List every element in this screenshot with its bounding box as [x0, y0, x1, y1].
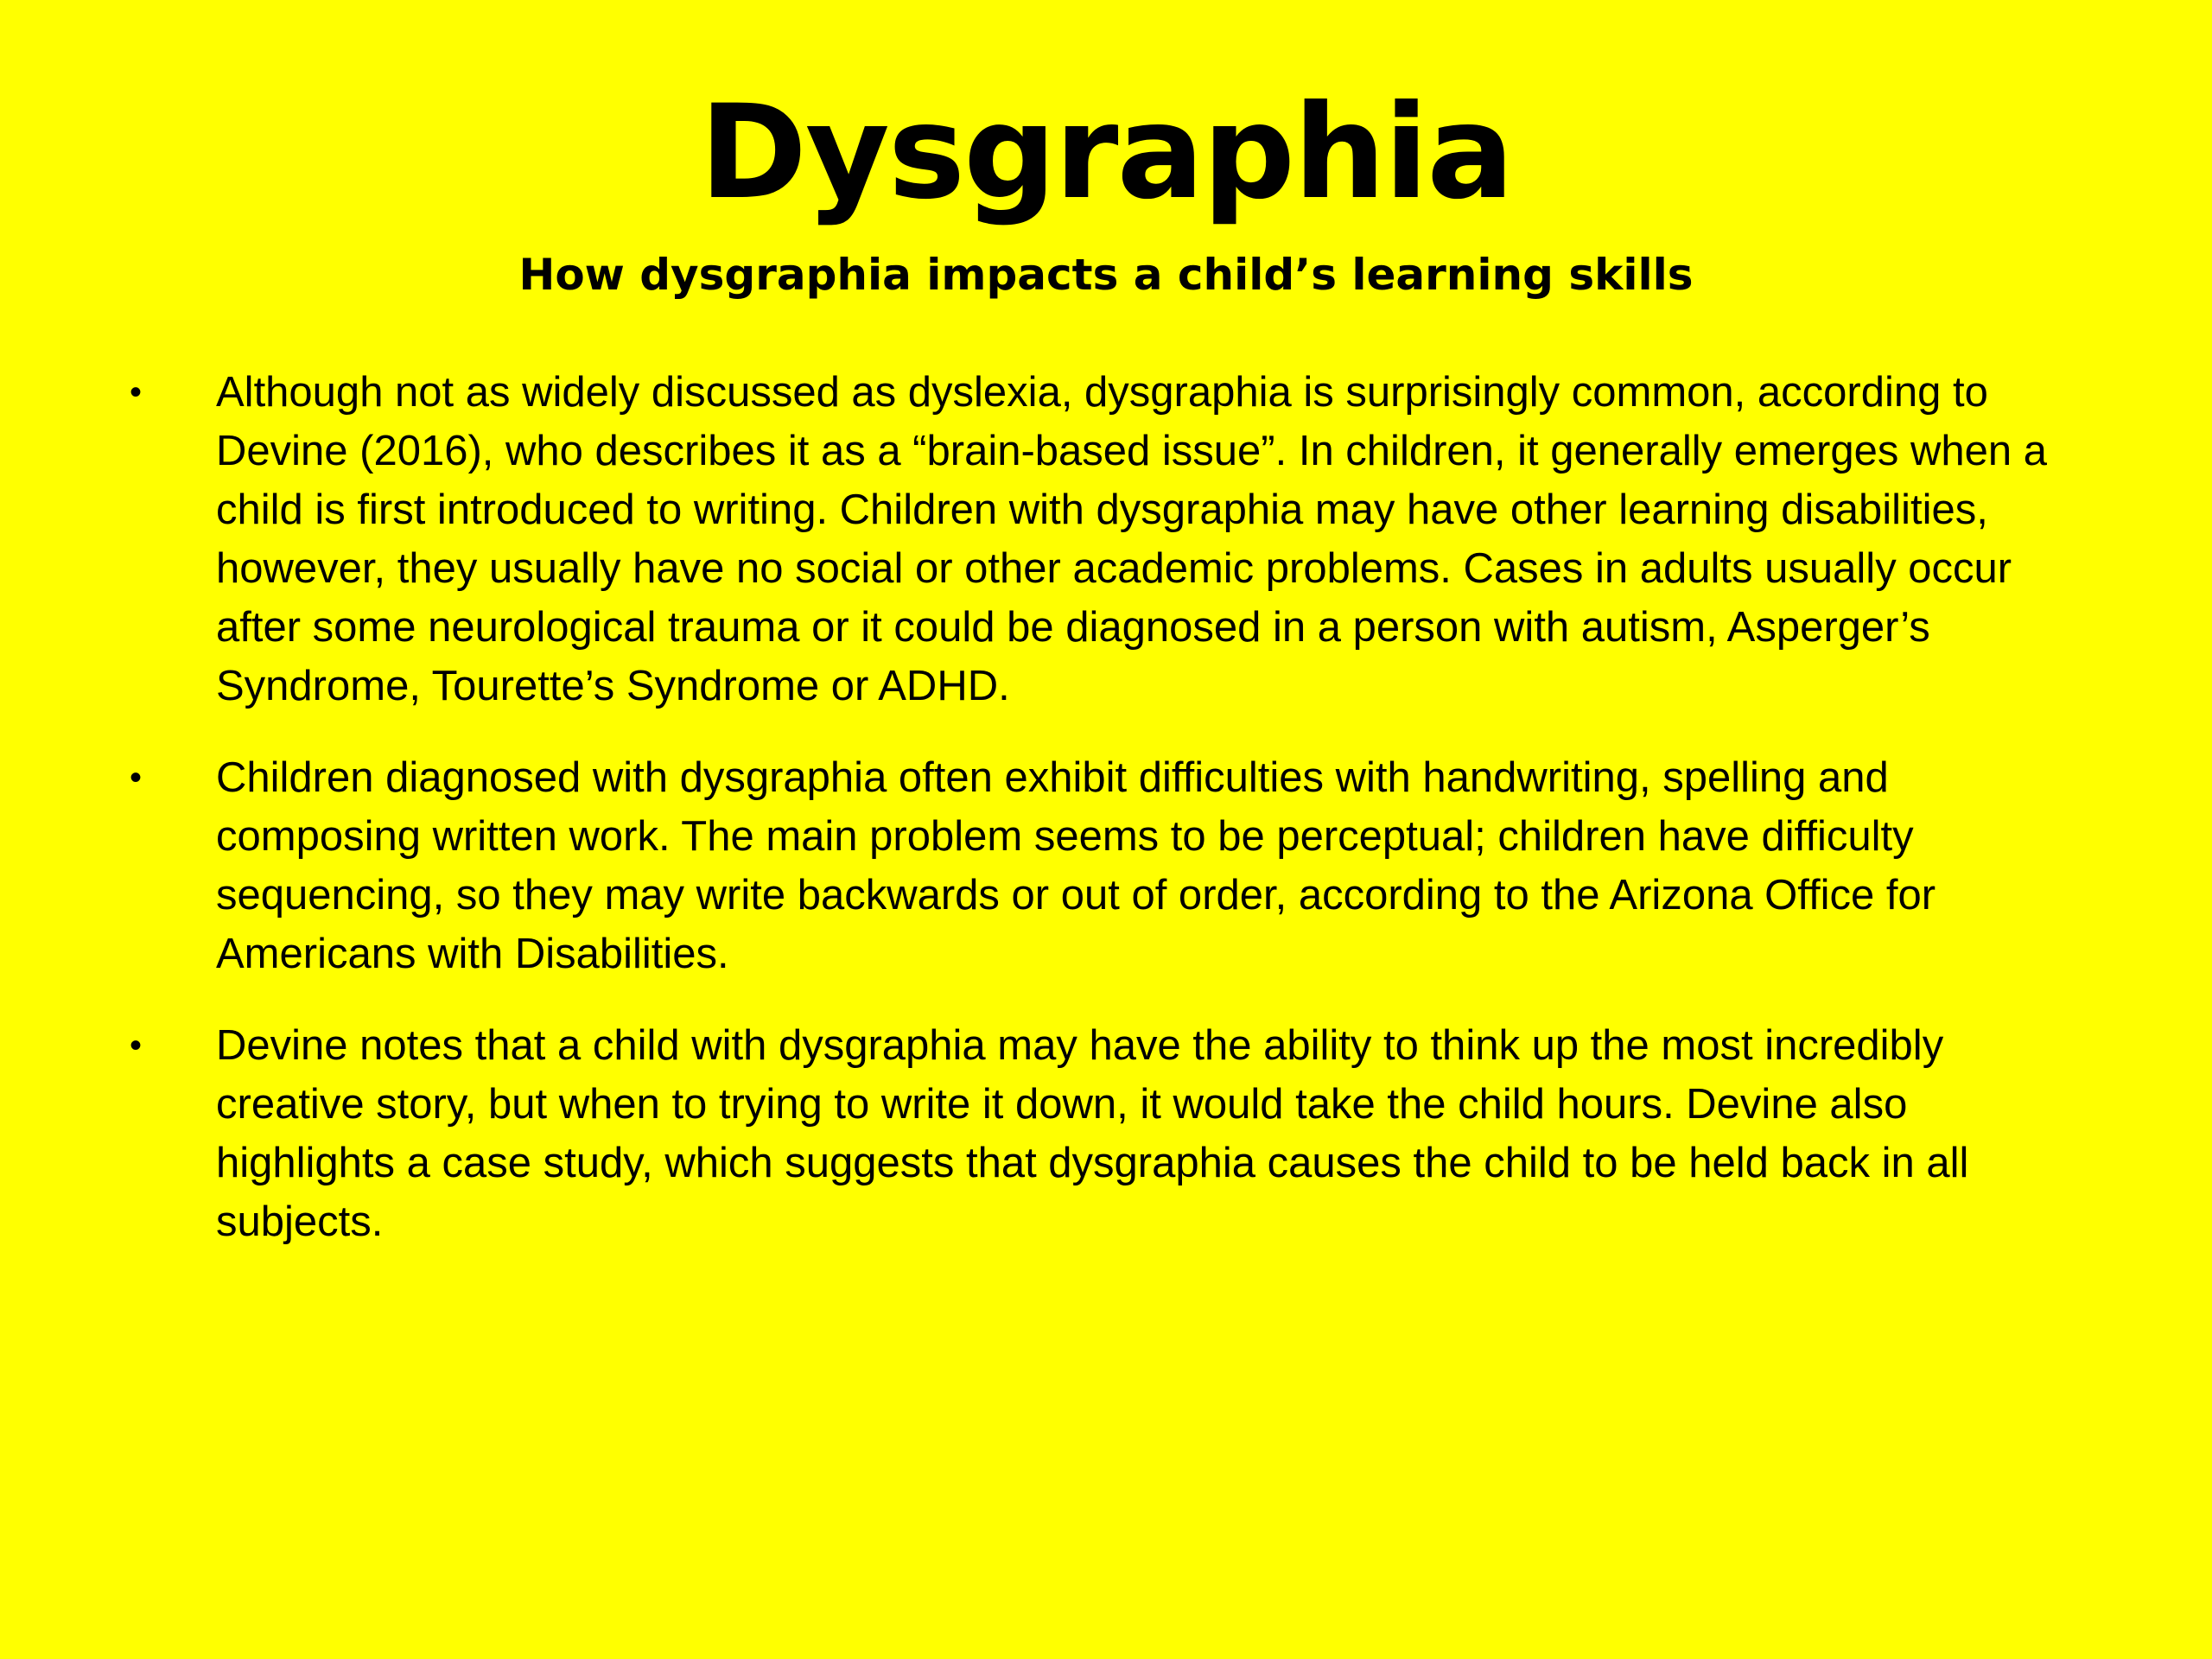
bullet-item — [130, 748, 2082, 983]
bullet-point-icon: • — [130, 759, 143, 797]
bullet-item — [130, 363, 2082, 715]
bullet-list — [130, 363, 2082, 1284]
bullet-text: Devine notes that a child with dysgraphia may have the ability to think up the most incredibly creative story, but when to trying to write it down, it would take the child hours. Devine also highlights a case study, which suggests that dysgraphia causes the child to be held back in all subjects. — [216, 1022, 1969, 1245]
bullet-item — [130, 1016, 2082, 1251]
slide-title: Dysgraphia — [699, 78, 1513, 228]
bullet-text: Children diagnosed with dysgraphia often exhibit difficulties with handwriting, spelling and composing written work. The main problem seems to be perceptual; children have difficulty sequencing, so they may write backwards or out of order, according to the Arizona Office for Americans with Disabilities. — [216, 754, 1936, 977]
bullet-point-icon: • — [130, 373, 143, 411]
bullet-point-icon: • — [130, 1027, 143, 1065]
bullet-text: Although not as widely discussed as dyslexia, dysgraphia is surprisingly common, according to Devine (2016), who describes it as a “brain-based issue”. In children, it generally emerges when a child is first introduced to writing. Children with dysgraphia may have other learning disabilities, however, they usually have no social or other academic problems. Cases in adults usually occur after some neurological trauma or it could be diagnosed in a person with autism, Asperger’s Syndrome, Tourette’s Syndrome or ADHD. — [216, 369, 2047, 709]
slide-subtitle: How dysgraphia impacts a child’s learning skills — [518, 250, 1694, 300]
